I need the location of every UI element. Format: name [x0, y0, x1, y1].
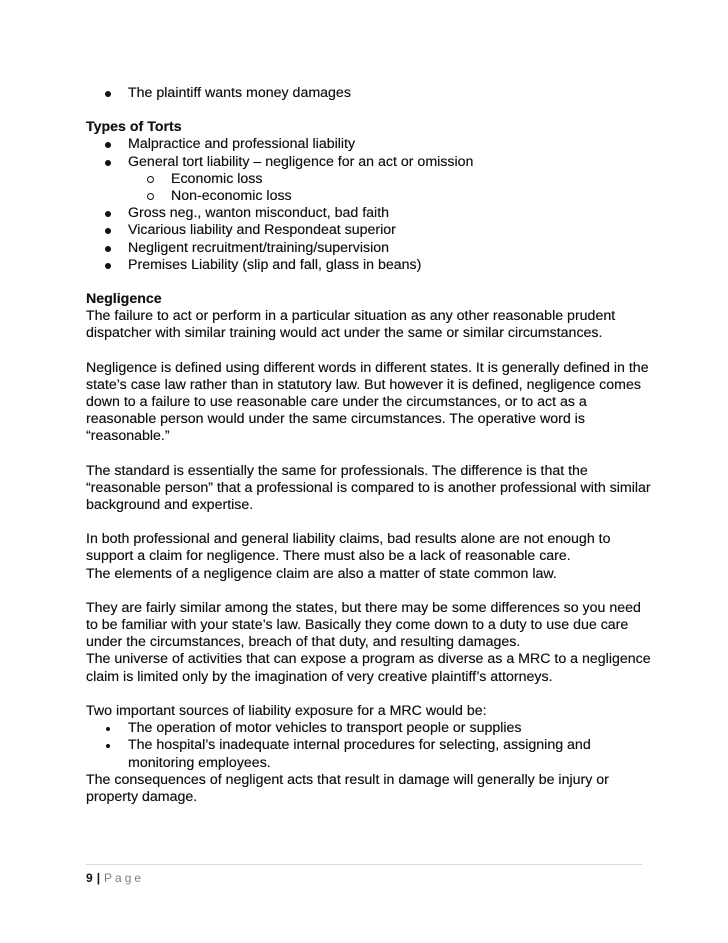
list-item: Premises Liability (slip and fall, glass in beans) [86, 257, 656, 274]
paragraph: The universe of activities that can expose a program as diverse as a MRC to a negligence claim is limited only by the imagination of very creative plaintiff’s attorneys. [86, 651, 651, 685]
bullet-icon [105, 246, 111, 252]
paragraph: In both professional and general liability claims, bad results alone are not enough to support a claim for negligence. There must also be a lack of reasonable care. [86, 531, 611, 565]
paragraph: They are fairly similar among the states, but there may be some differences so you need to be familiar with your state’s law. Basically they come down to a duty to use due care under the circumstances, breach of that duty, and resulting damages. [86, 599, 641, 651]
bullet-icon [105, 211, 111, 217]
sources-list [86, 720, 656, 772]
page-number: 9 [86, 871, 94, 885]
list-item: General tort liability – negligence for an act or omission [86, 154, 656, 171]
bullet-icon [106, 744, 110, 748]
page-content [86, 85, 656, 806]
negligence-heading: Negligence [86, 291, 162, 308]
negligence-definition: The failure to act or perform in a particular situation as any other reasonable prudent dispatcher with similar training would act under the same or similar circumstances. [86, 308, 616, 342]
paragraph: Negligence is defined using different words in different states. It is generally defined in the state’s case law rather than in statutory law. But however it is defined, negligence comes down to a failure to use reasonable care under the circumstances, or to act as a reasonable person would under the same circumstances. The operative word is “reasonable.” [86, 359, 649, 445]
paragraph: The consequences of negligent acts that result in damage will generally be injury or property damage. [86, 771, 609, 805]
types-of-torts-heading: Types of Torts [86, 119, 182, 136]
page-footer [86, 864, 642, 885]
list-item: Malpractice and professional liability [86, 136, 656, 153]
bullet-icon [105, 91, 111, 97]
list-item: Gross neg., wanton misconduct, bad faith [86, 205, 656, 222]
list-item: Vicarious liability and Respondeat superior [86, 222, 656, 239]
list-item: The hospital’s inadequate internal procedures for selecting, assigning and monitoring employees. [86, 737, 656, 771]
list-item: Negligent recruitment/training/supervision [86, 240, 656, 257]
bullet-icon [105, 263, 111, 269]
hollow-bullet-icon [147, 193, 154, 200]
bullet-icon [105, 160, 111, 166]
torts-list [86, 136, 656, 274]
list-item: The plaintiff wants money damages [86, 85, 656, 102]
paragraph: The standard is essentially the same for professionals. The difference is that the “reasonable person” that a professional is compared to is another professional with similar background and expertise. [86, 462, 651, 514]
bullet-icon [105, 142, 111, 148]
bullet-icon [106, 727, 110, 731]
intro-list [86, 85, 656, 102]
list-item: The operation of motor vehicles to transport people or supplies [86, 720, 656, 737]
sub-list-item: Non-economic loss [86, 188, 656, 205]
sub-list-item: Economic loss [86, 171, 656, 188]
paragraph: The elements of a negligence claim are also a matter of state common law. [86, 565, 557, 582]
hollow-bullet-icon [147, 176, 154, 183]
page-label: Page [104, 871, 145, 885]
bullet-icon [105, 228, 111, 234]
paragraph: Two important sources of liability exposure for a MRC would be: [86, 702, 487, 719]
footer-separator: | [96, 871, 102, 885]
